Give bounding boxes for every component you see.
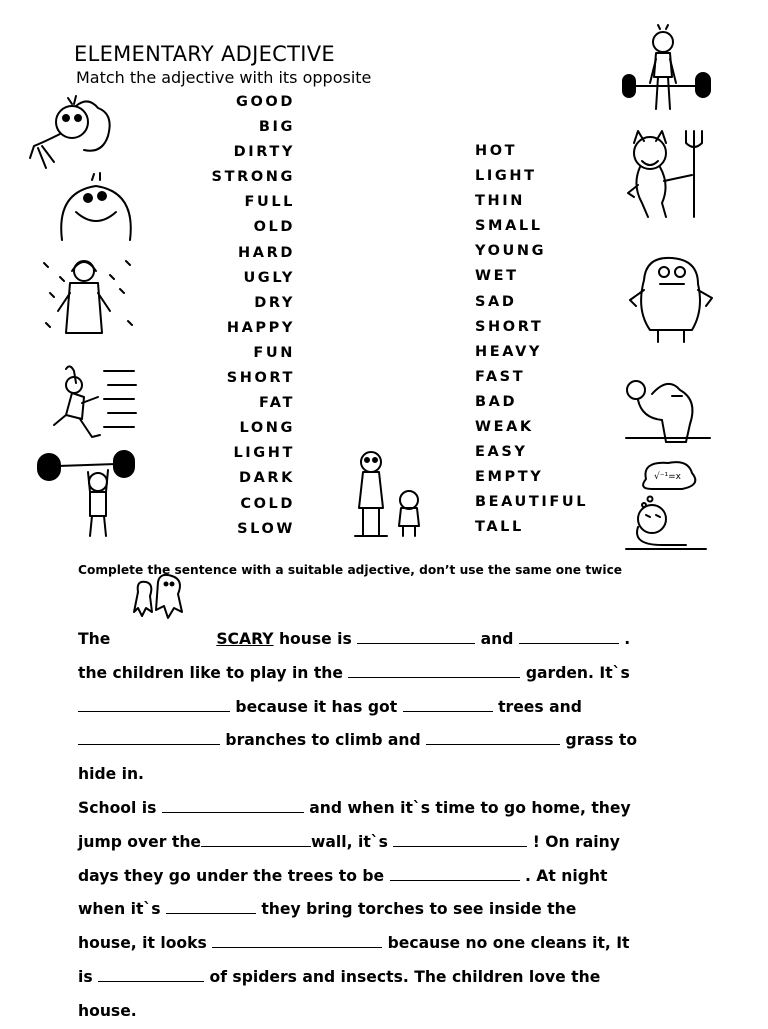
answer-blank[interactable] — [403, 697, 493, 712]
paragraph-line: The SCARY house is and . — [78, 630, 631, 648]
word-hard: HARD — [238, 244, 295, 261]
paragraph-line: days they go under the trees to be . At night — [78, 866, 608, 885]
answer-blank[interactable] — [390, 866, 520, 881]
answer-blank[interactable] — [519, 629, 619, 644]
word-fat: FAT — [258, 395, 295, 412]
paragraph-line: because it has got trees and — [78, 691, 698, 725]
fill-in-paragraph — [78, 623, 698, 1029]
word-fast: FAST — [475, 368, 526, 385]
strong-weightlifter-illustration — [36, 448, 136, 540]
answer-blank[interactable] — [98, 967, 204, 982]
word-young: YOUNG — [475, 243, 547, 260]
word-big: BIG — [258, 119, 295, 136]
answer-blank[interactable] — [201, 832, 311, 847]
word-strong: STRONG — [211, 169, 295, 186]
word-long: LONG — [239, 420, 295, 437]
paragraph-line: house. — [78, 1001, 137, 1020]
word-thin: THIN — [475, 193, 525, 210]
word-hot: HOT — [475, 143, 518, 159]
paragraph-line: when it`s they bring torches to see inside the — [78, 900, 577, 919]
word-beautiful: BEAUTIFUL — [475, 494, 589, 511]
answer-blank[interactable] — [393, 832, 527, 847]
word-dry: DRY — [254, 294, 295, 311]
answer-blank[interactable] — [348, 663, 520, 678]
paragraph-line: hide in. — [78, 765, 144, 784]
word-sad: SAD — [475, 293, 517, 310]
word-wet: WET — [475, 268, 519, 285]
paragraph-line: jump over the wall, it`s ! On rainy — [78, 832, 620, 851]
word-short: SHORT — [475, 318, 544, 335]
page-subtitle: Match the adjective with its opposite — [76, 68, 372, 87]
paragraph-line: is of spiders and insects. The children love the — [78, 967, 601, 986]
word-easy: EASY — [475, 444, 528, 461]
thinking-figure-illustration — [622, 455, 712, 550]
sad-figure-illustration — [622, 370, 714, 445]
answer-blank[interactable] — [166, 899, 256, 914]
word-slow: SLOW — [237, 520, 295, 537]
word-short: SHORT — [226, 370, 295, 387]
left-word-column — [180, 90, 295, 542]
devil-illustration — [620, 125, 715, 220]
word-bad: BAD — [475, 393, 518, 410]
instructions-text: Complete the sentence with a suitable adjective, don’t use the same one twice — [78, 563, 623, 577]
word-full: FULL — [244, 194, 295, 211]
word-good: GOOD — [236, 94, 295, 110]
word-weak: WEAK — [475, 419, 534, 436]
paragraph-line: School is and when it`s time to go home, they — [78, 798, 631, 817]
answer-blank[interactable] — [212, 933, 382, 948]
word-happy: HAPPY — [226, 319, 295, 336]
word-empty: EMPTY — [475, 469, 544, 486]
word-tall: TALL — [475, 519, 524, 536]
svg-text:√⁻¹=x: √⁻¹=x — [654, 472, 681, 482]
word-heavy: HEAVY — [475, 343, 542, 360]
blob-character-illustration — [626, 250, 716, 345]
word-old: OLD — [253, 219, 295, 236]
word-dark: DARK — [238, 470, 295, 487]
paragraph-line: branches to climb and grass to — [78, 724, 698, 758]
word-light: LIGHT — [233, 445, 295, 462]
cold-figure-illustration — [40, 253, 140, 341]
word-fun: FUN — [253, 344, 295, 361]
word-ugly: UGLY — [243, 269, 295, 286]
paragraph-line: house, it looks because no one cleans it, It — [78, 934, 630, 953]
page-title: ELEMENTARY ADJECTIVE — [74, 42, 335, 66]
word-cold: COLD — [240, 495, 295, 512]
answer-blank[interactable] — [357, 629, 475, 644]
answer-blank[interactable] — [426, 730, 560, 745]
weightlifter-illustration — [620, 25, 715, 117]
answer-blank[interactable] — [162, 798, 304, 813]
word-dirty: DIRTY — [233, 144, 295, 161]
answer-blank[interactable] — [78, 730, 220, 745]
tall-short-figures-illustration — [345, 448, 430, 540]
paragraph-line: the children like to play in the garden. It`s — [78, 663, 630, 682]
word-light: LIGHT — [475, 168, 537, 185]
word-small: SMALL — [475, 218, 543, 235]
smiling-face-illustration — [56, 172, 136, 242]
running-figure-illustration — [46, 363, 138, 443]
right-word-column — [475, 139, 615, 541]
ghosts-illustration — [128, 572, 190, 630]
answer-blank[interactable] — [78, 697, 230, 712]
scary-word: SCARY — [216, 630, 274, 648]
